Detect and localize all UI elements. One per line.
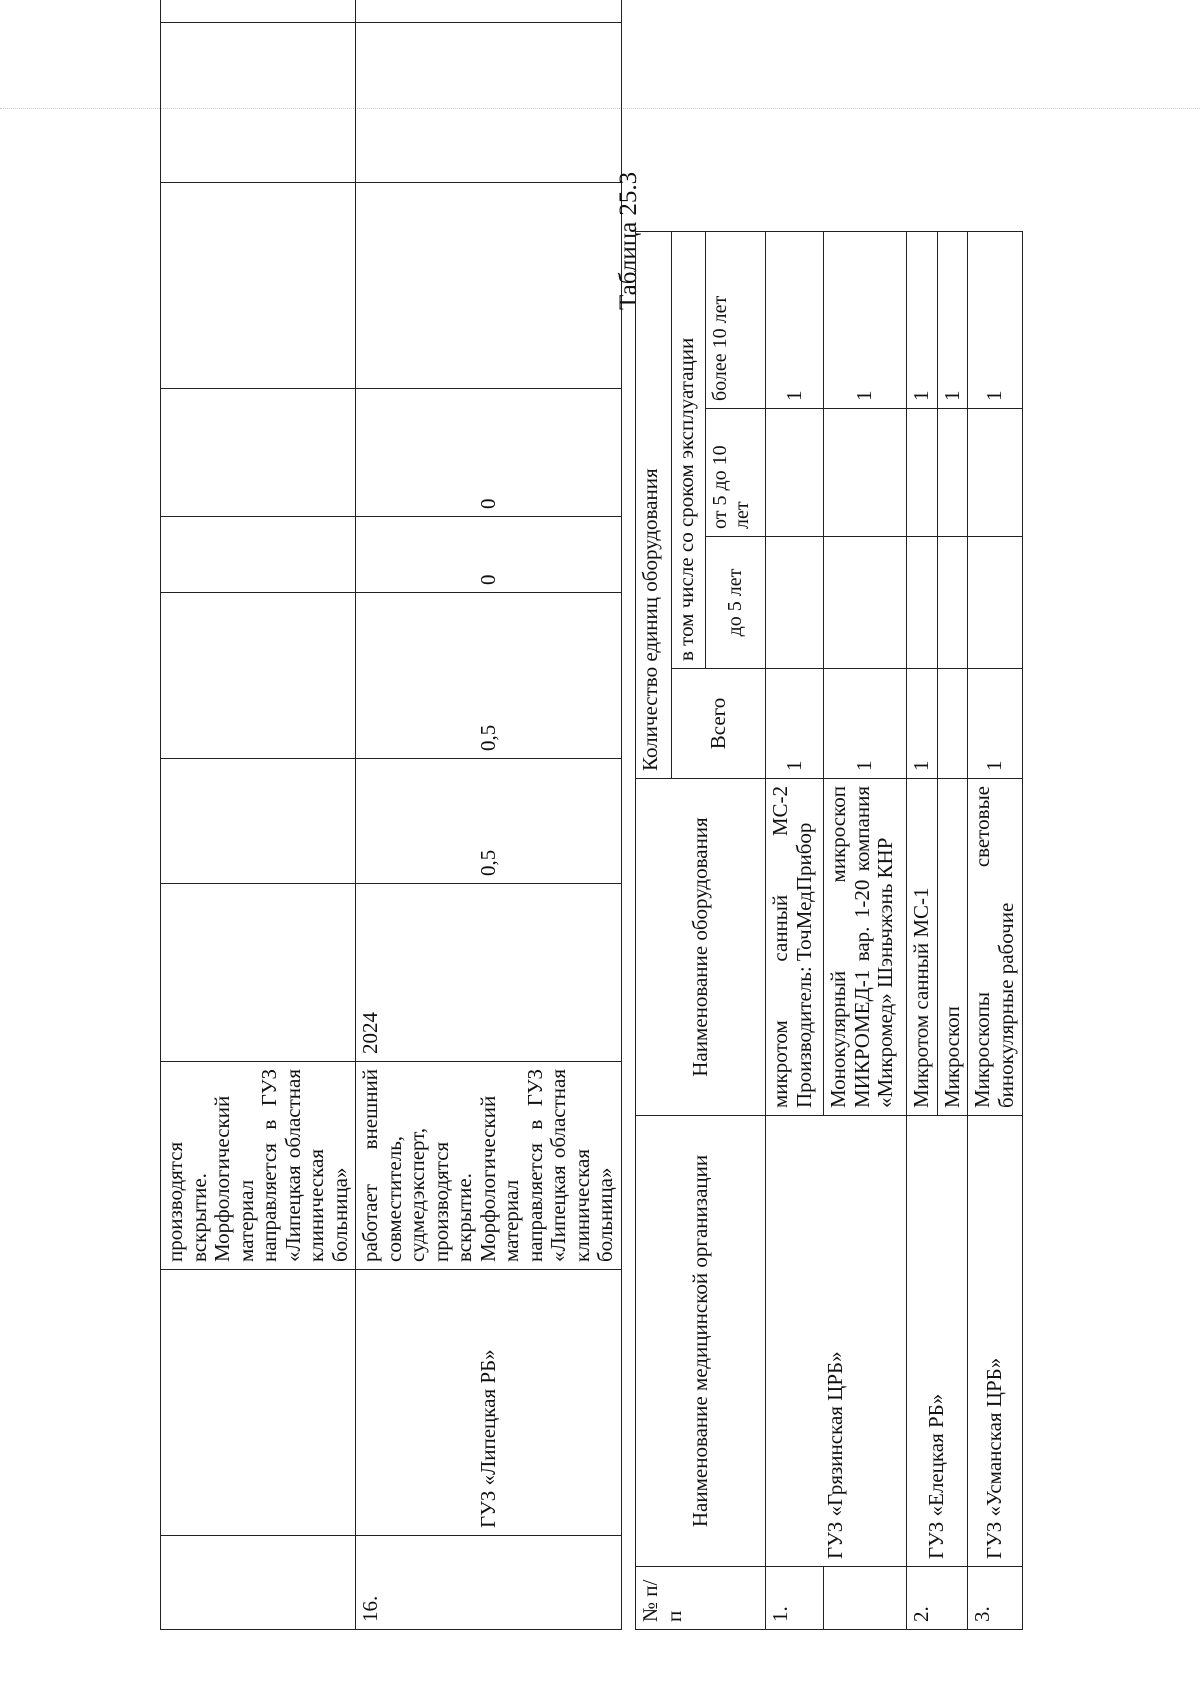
5-to-10-cell [766,409,824,537]
row-number: 3. [968,1567,1023,1630]
note-text: работает внешний совместитель, судмедэксперт, производятся вскрытие. Морфологический материал направляется в ГУЗ «Липецкая областная клиническая больница» [356,1062,622,1270]
header-equipment: Наименование оборудования [636,779,766,1116]
header-total: Всего [672,669,766,779]
equipment-table [635,231,1023,1630]
table-row [968,232,1023,1630]
total-cell [937,669,968,779]
over-10-cell: 1 [937,232,968,409]
row-number [824,1567,907,1630]
value-cell [161,183,356,389]
header-row [636,232,672,1630]
header-units: Количество единиц оборудования [636,232,672,779]
total-cell: 1 [766,669,824,779]
over-10-cell: 1 [907,232,938,409]
equipment-name: Микроскопы световые бинокулярные рабочие [968,779,1023,1116]
value-cell [161,389,356,517]
value-cell [161,23,356,183]
value-cell [161,0,356,23]
org-name: ГУЗ «Липецкая РБ» [356,1270,622,1536]
value-cell [356,0,622,23]
org-name [161,1270,356,1536]
org-name: ГУЗ «Елецкая РБ» [907,1116,968,1567]
5-to-10-cell [824,409,907,537]
value-cell: 0,5 [356,593,622,759]
rotated-page-content [160,105,1200,1705]
5-to-10-cell [907,409,938,537]
equipment-name: Микроскоп [937,779,968,1116]
up-to-5-cell [937,537,968,669]
up-to-5-cell [824,537,907,669]
year-cell: 2024 [356,884,622,1062]
continued-table [160,0,622,1630]
year-cell [161,884,356,1062]
header-including: в том числе со сроком эксплуатации [672,232,706,669]
row-number: 1. [766,1567,824,1630]
header-up-to-5: до 5 лет [706,537,766,669]
table-row [766,232,824,1630]
5-to-10-cell [968,409,1023,537]
value-cell: 0 [356,389,622,517]
value-cell [161,593,356,759]
over-10-cell: 1 [824,232,907,409]
row-number: 16. [356,1536,622,1630]
header-over-10: более 10 лет [706,232,766,409]
row-number [161,1536,356,1630]
up-to-5-cell [907,537,938,669]
header-5-to-10: от 5 до 10 лет [706,409,766,537]
total-cell: 1 [824,669,907,779]
header-org: Наименование медицинской организации [636,1116,766,1567]
org-name: ГУЗ «Усманская ЦРБ» [968,1116,1023,1567]
5-to-10-cell [937,409,968,537]
value-cell: 0,5 [356,759,622,884]
note-text: производятся вскрытие. Морфологический материал направляется в ГУЗ «Липецкая областная клиническая больница» [161,1062,356,1270]
table-row [356,0,622,1630]
table-row [161,0,356,1630]
value-cell [356,183,622,389]
header-number: № п/п [636,1567,766,1630]
table-caption: Таблица 25.3 [615,171,642,310]
total-cell: 1 [907,669,938,779]
table-row [907,232,938,1630]
over-10-cell: 1 [766,232,824,409]
value-cell [161,517,356,593]
value-cell [356,23,622,183]
value-cell: 0 [356,517,622,593]
total-cell: 1 [968,669,1023,779]
up-to-5-cell [766,537,824,669]
org-name: ГУЗ «Грязинская ЦРБ» [766,1116,907,1567]
value-cell [161,759,356,884]
over-10-cell: 1 [968,232,1023,409]
row-number: 2. [907,1567,968,1630]
equipment-name: микротом санный МС-2 Производитель: ТочМедПрибор [766,779,824,1116]
equipment-name: Микротом санный МС-1 [907,779,938,1116]
equipment-name: Монокулярный микроскоп МИКРОМЕД-1 вар. 1-20 компания «Микромед» Шэньчжэнь КНР [824,779,907,1116]
up-to-5-cell [968,537,1023,669]
